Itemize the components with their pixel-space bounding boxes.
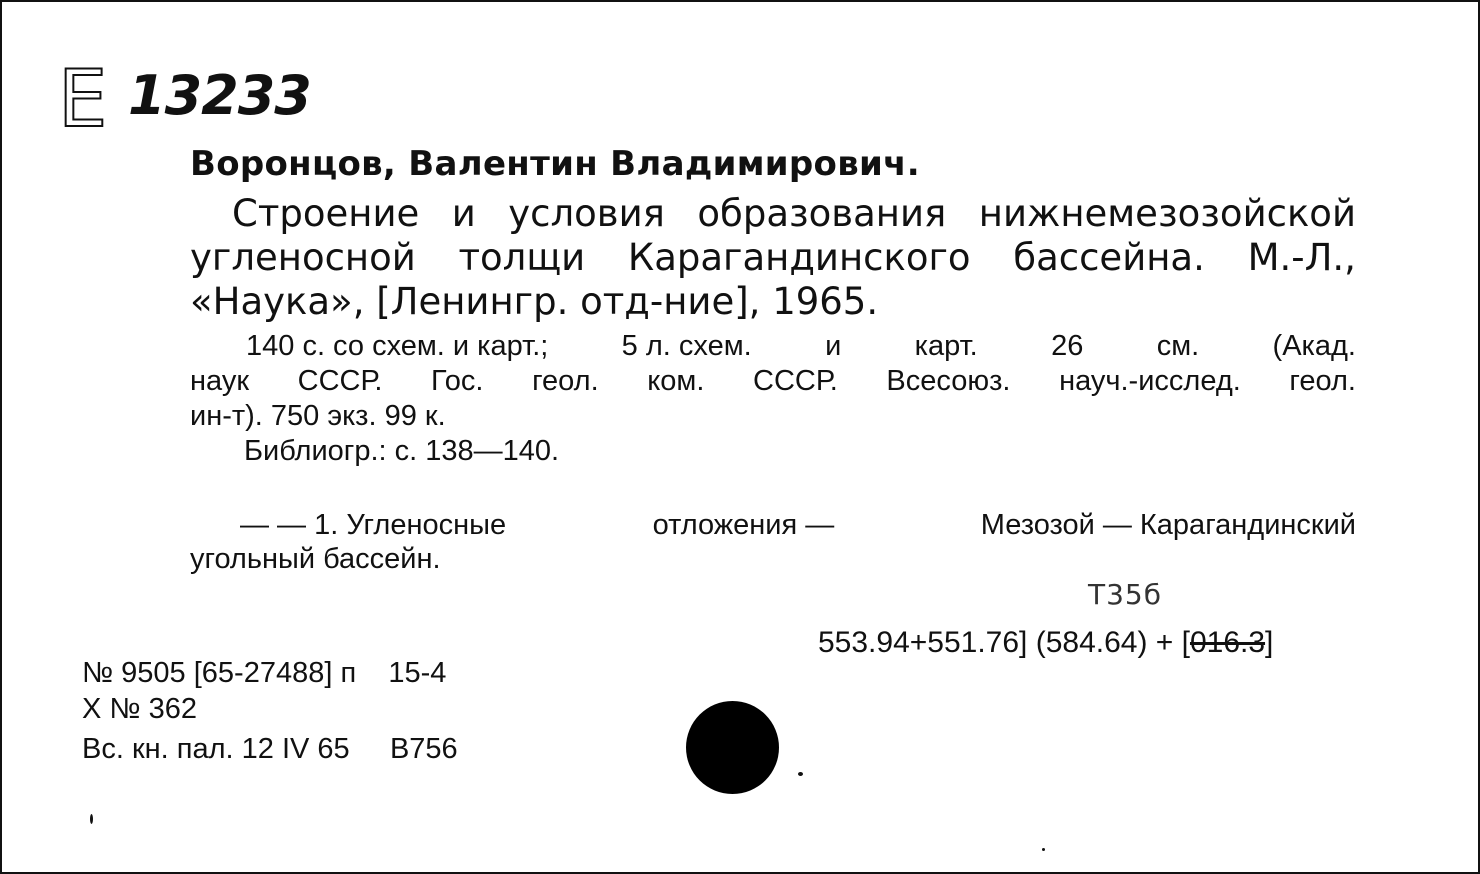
author-heading: Воронцов, Валентин Владимирович. [190,144,921,184]
physical-word: Всесоюз. [886,365,1011,397]
physical-word: см. [1156,330,1200,362]
physical-word: наук [190,365,250,397]
physical-word: карт. [914,330,978,362]
classification-end: ] [1265,626,1274,659]
stamp-letter: Е [58,55,108,145]
physical-line-2 [190,364,1356,398]
title-line-2 [190,236,1356,280]
physical-word: 140 с. со схем. и карт.; [246,330,549,362]
physical-word: 26 [1051,330,1084,362]
classification-index [818,626,1273,660]
ink-speck [1042,848,1045,851]
title-word: и [451,192,476,235]
footer-line-2: Х № 362 [82,693,197,725]
subject-line-2: угольный бассейн. [190,543,441,575]
subject-line-1 [190,508,1356,542]
title-word: М.-Л., [1247,236,1356,279]
imprint-line: «Наука», [Ленингр. отд-ние], 1965. [190,280,879,323]
physical-word: СССР. [753,365,838,397]
title-word: Карагандинского [627,236,971,279]
physical-line-3: ин-т). 750 экз. 99 к. [190,400,446,432]
ink-speck [90,814,93,824]
title-word: Строение [232,192,420,235]
physical-word: и [825,330,842,362]
physical-word: ком. [647,365,705,397]
title-word: условия [508,192,665,235]
physical-word: СССР. [297,365,383,397]
physical-word: геол. [532,365,599,397]
accession-number: 13233 [128,64,311,127]
footer-line-3: Вс. кн. пал. 12 IV 65 В756 [82,733,458,765]
subject-part: — — 1. Угленосные [240,509,507,541]
subject-part: отложения — [652,509,835,541]
subject-part: Мезозой — Карагандинский [980,509,1356,541]
handwritten-note: Т35б [1088,578,1162,611]
title-word: угленосной [190,236,416,279]
physical-line-1 [190,329,1356,363]
footer-line-1: № 9505 [65-27488] п 15-4 [82,657,447,689]
title-word: нижнемезозойской [978,192,1356,235]
title-word: бассейна. [1013,236,1205,279]
title-line-1 [190,192,1356,236]
physical-word: (Акад. [1272,330,1356,362]
physical-word: Гос. [431,365,484,397]
bibliography-note: Библиогр.: с. 138—140. [244,435,560,467]
title-word: образования [697,192,947,235]
classification-main: 553.94+551.76] (584.64) + [ [818,626,1190,659]
title-word: толщи [458,236,586,279]
classification-struck: 016.3 [1189,626,1266,659]
punch-hole [686,701,779,794]
physical-word: 5 л. схем. [621,330,752,362]
ink-speck [798,772,803,776]
physical-word: науч.-исслед. [1059,365,1241,397]
physical-word: геол. [1289,365,1356,397]
